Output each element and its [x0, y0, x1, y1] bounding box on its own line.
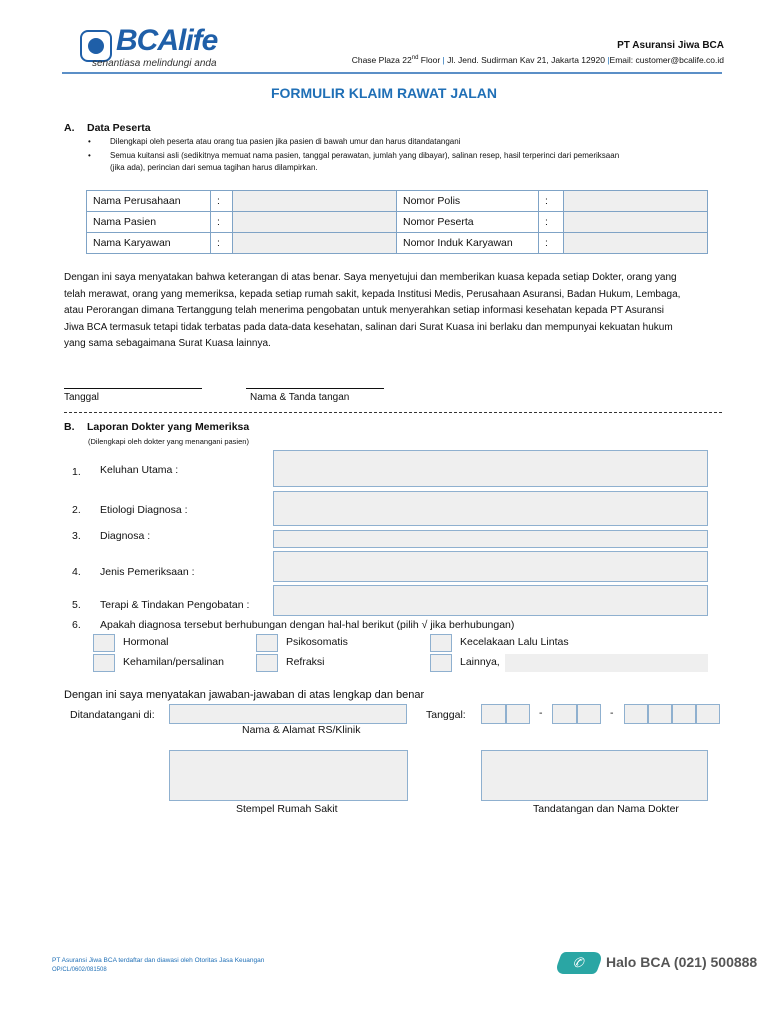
employee-id-field[interactable]: [564, 233, 708, 254]
date-day-2[interactable]: [506, 704, 530, 724]
participant-table: Nama Perusahaan : Nomor Polis : Nama Pasien : Nomor Peserta : Nama Karyawan : Nomor Induk Karyawan :: [86, 190, 708, 254]
checkbox-hormonal[interactable]: [93, 634, 115, 652]
section-b-title: Laporan Dokter yang Memeriksa: [87, 421, 250, 433]
logo: BCAlife senantiasa melindungi anda: [80, 28, 245, 70]
etiology-field[interactable]: [273, 491, 708, 526]
doctor-signature-box[interactable]: [481, 750, 708, 801]
main-complaint-field[interactable]: [273, 450, 708, 487]
checkbox-refraction[interactable]: [256, 654, 278, 672]
signed-at-field[interactable]: [169, 704, 407, 724]
participant-number-field[interactable]: [564, 212, 708, 233]
date-year-2[interactable]: [648, 704, 672, 724]
date-month-1[interactable]: [552, 704, 577, 724]
date-year-1[interactable]: [624, 704, 648, 724]
employee-name-field[interactable]: [233, 233, 397, 254]
hotline: Halo BCA (021) 500888: [606, 954, 758, 970]
checkbox-other[interactable]: [430, 654, 452, 672]
date-month-2[interactable]: [577, 704, 601, 724]
patient-name-field[interactable]: [233, 212, 397, 233]
hospital-stamp-box[interactable]: [169, 750, 408, 801]
other-field[interactable]: [505, 654, 708, 672]
examination-type-field[interactable]: [273, 551, 708, 582]
company-name-field[interactable]: [233, 191, 397, 212]
therapy-field[interactable]: [273, 585, 708, 616]
company-name: PT Asuransi Jiwa BCA: [617, 40, 724, 51]
page-title: FORMULIR KLAIM RAWAT JALAN: [270, 85, 498, 101]
section-a-title: Data Peserta: [87, 122, 151, 134]
checkbox-traffic-accident[interactable]: [430, 634, 452, 652]
diagnosis-field[interactable]: [273, 530, 708, 548]
company-address: Chase Plaza 22nd Floor | Jl. Jend. Sudirman Kav 21, Jakarta 12920 |Email: customer@bcalife.co.id: [351, 55, 724, 65]
phone-icon: ✆: [554, 952, 604, 974]
checkbox-psychosomatic[interactable]: [256, 634, 278, 652]
date-year-4[interactable]: [696, 704, 720, 724]
checkbox-pregnancy[interactable]: [93, 654, 115, 672]
header-divider: [62, 72, 722, 74]
policy-number-field[interactable]: [564, 191, 708, 212]
date-day-1[interactable]: [481, 704, 506, 724]
date-year-3[interactable]: [672, 704, 696, 724]
dashed-divider: [64, 412, 722, 413]
statement: Dengan ini saya menyatakan bahwa keterangan di atas benar. Saya menyetujui dan memberikan kuasa kepada setiap Dokter, orang yang telah merawat, orang yang memeriksa, kepada setiap rumah sakit, kepada Institusi Medis, Perusahaan Asuransi, Badan Hukum, Lembaga, atau Perorangan dimana Tertanggung telah menerima pengobatan untuk menyerahkan setiap informasi kesehatan kepada PT Asuransi Jiwa BCA termasuk tetapi tidak terbatas pada data-data kesehatan, salinan dari Surat Kuasa ini berlaku dan mempunyai kekuatan hukum yang sama sebagaimana Surat Kuasa lainnya.: [64, 272, 681, 349]
